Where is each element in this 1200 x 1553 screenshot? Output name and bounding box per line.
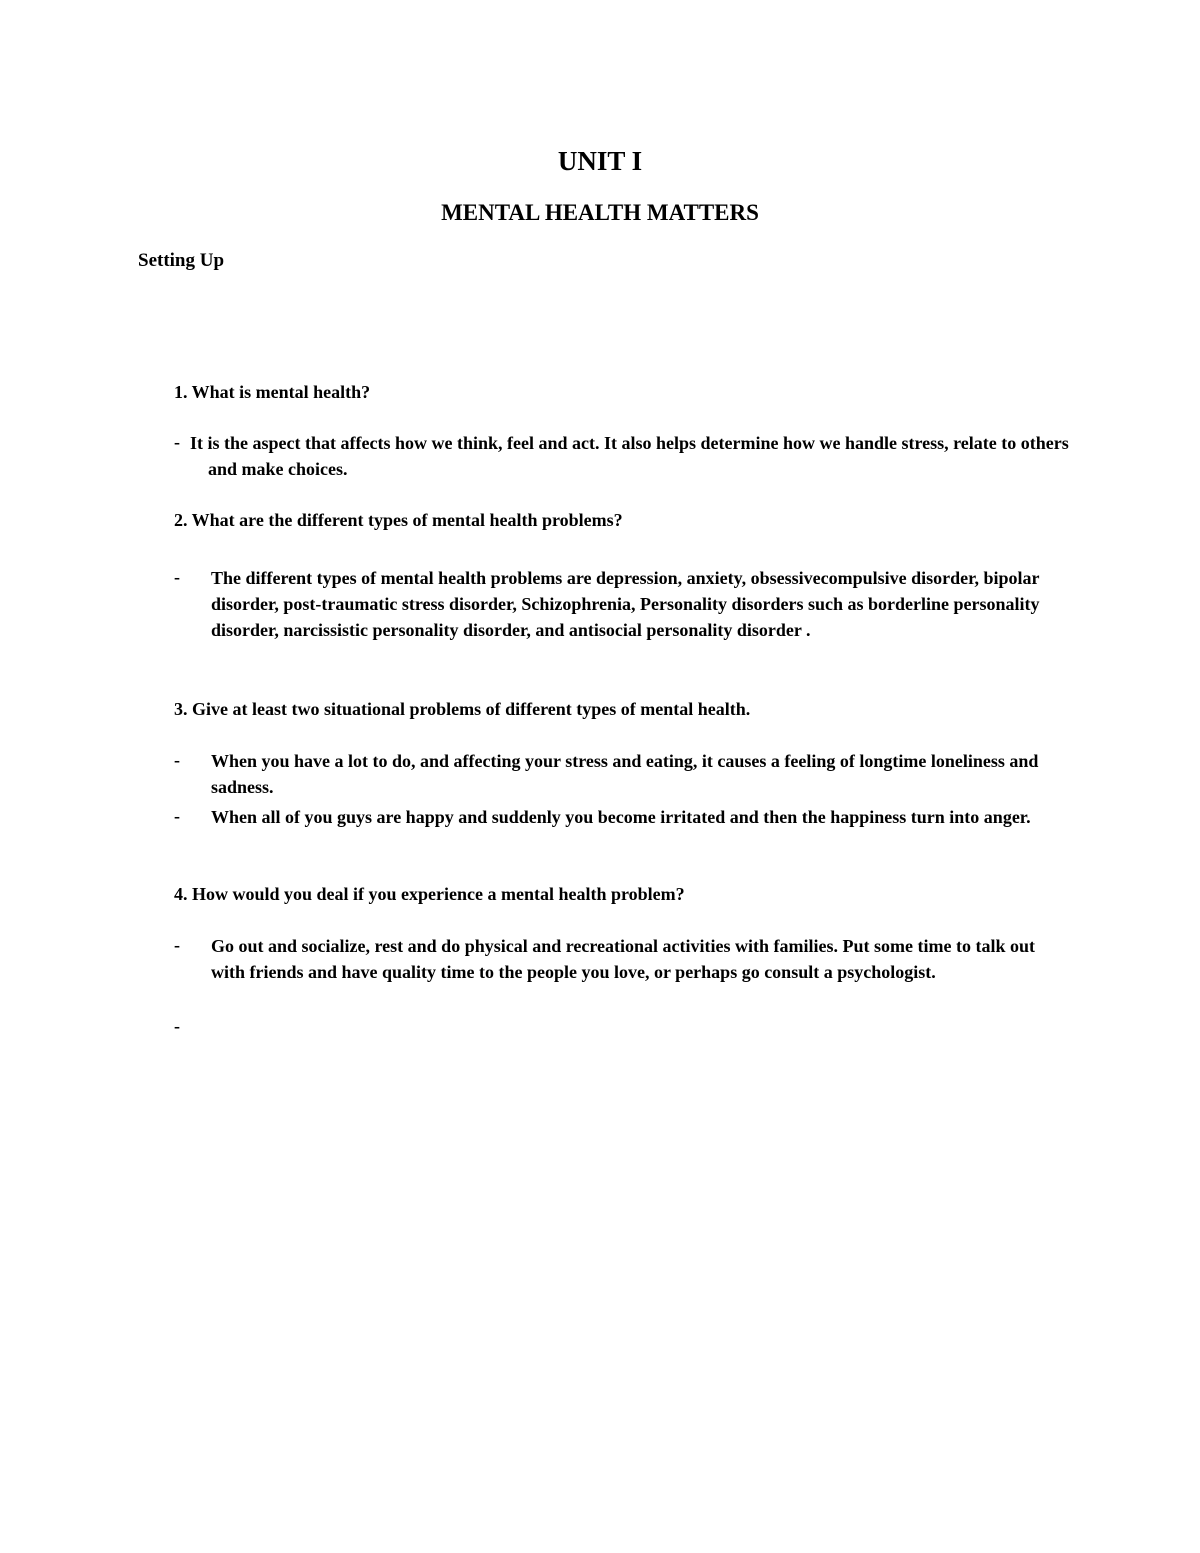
question-2: 2. What are the different types of mental health problems? — [174, 510, 623, 530]
answer-4: Go out and socialize, rest and do physical and recreational activities with families. Put some time to talk out with friends and have quality time to the people you love, or perhaps go consult a psychologist. — [211, 936, 1035, 982]
answer-3b: When all of you guys are happy and suddenly you become irritated and then the happiness turn into anger. — [211, 807, 1031, 827]
answer-bullet: - — [174, 432, 180, 452]
answer-bullet: - — [174, 806, 180, 826]
answer-1 — [190, 430, 1075, 482]
question-1: 1. What is mental health? — [174, 382, 371, 402]
unit-heading: UNIT I — [557, 146, 643, 176]
answer-2: The different types of mental health problems are depression, anxiety, obsessivecompulsive disorder, bipolar disorder, post-traumatic stress disorder, Schizophrenia, Personality disorders such as borderline personality disorder, narcissistic personality disorder, and antisocial personality disorder . — [211, 568, 1040, 640]
section-heading: Setting Up — [138, 250, 225, 271]
answer-3a: When you have a lot to do, and affecting your stress and eating, it causes a feeling of longtime loneliness and sadness. — [211, 751, 1039, 797]
question-3: 3. Give at least two situational problems of different types of mental health. — [174, 699, 751, 719]
question-4: 4. How would you deal if you experience a mental health problem? — [174, 884, 685, 904]
answer-bullet: - — [174, 567, 180, 587]
page-title: MENTAL HEALTH MATTERS — [441, 200, 759, 225]
answer-bullet: - — [174, 750, 180, 770]
empty-bullet: - — [174, 1016, 180, 1036]
answer-bullet: - — [174, 935, 180, 955]
answer-1-text: It is the aspect that affects how we think, feel and act. It also helps determine how we handle stress, relate to others and make choices. — [190, 433, 1069, 479]
